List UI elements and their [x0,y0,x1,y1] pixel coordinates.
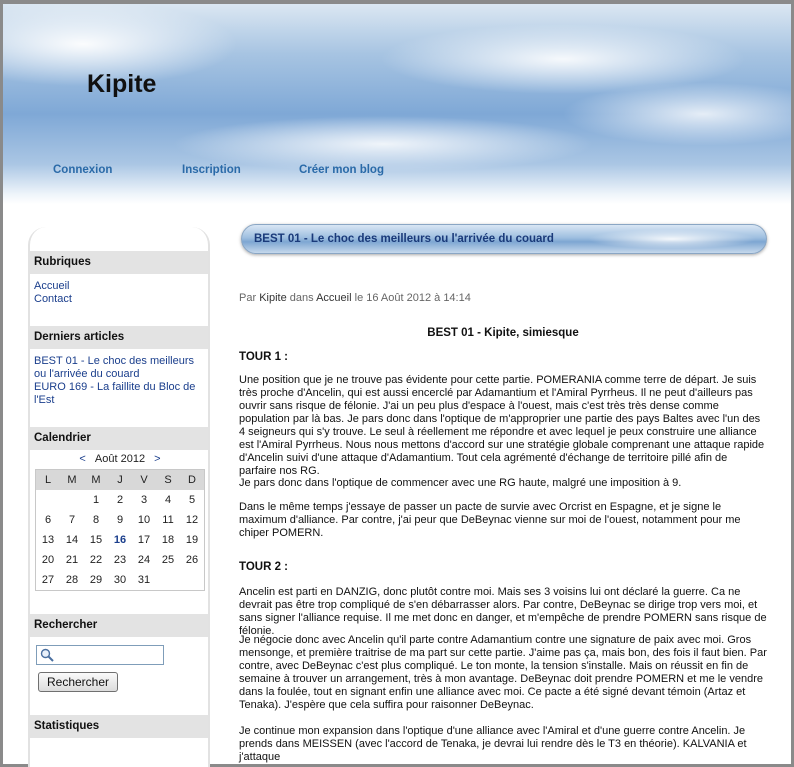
calendar-day[interactable]: 27 [41,574,55,586]
search-button[interactable]: Rechercher [38,672,118,692]
calendar-day[interactable]: 16 [113,534,127,546]
calendar-empty-cell [60,490,84,510]
calendar-day[interactable]: 24 [137,554,151,566]
calendar-day[interactable]: 2 [116,494,124,506]
calendar-heading: Calendrier [30,427,208,450]
calendar-day[interactable]: 4 [164,494,172,506]
calendar-day[interactable]: 8 [92,514,100,526]
calendar-prev-button[interactable]: < [79,453,86,465]
post-meta [239,292,779,304]
calendar-day[interactable]: 13 [41,534,55,546]
paragraph-5: Je négocie donc avec Ancelin qu'il parte contre Adamantium contre une signature de paix avec moi. Gros mensonge, et première traitrise de ma part sur cette partie. J'aime pas ça, mais bon, des fois il faut bien. Par contre, avec DeBeynac c'est plus compliqué. Le ton monte, la tension s'installe. Mais on réussit en fin de semaine à trouver un arrangement, très à mon avantage. DeBeynac doit prendre POMERN et me le vendre dans la foulée, tout en signant enfin une alliance avec moi. Ce pacte a été signé devant témoin (Artaz et Tenaka). J'espère que cela suffira pour raisonner DeBeynac. [239,634,767,711]
calendar-weekday: M [91,474,101,486]
calendar-day[interactable]: 1 [92,494,100,506]
calendar-day[interactable]: 15 [89,534,103,546]
calendar-empty-cell [180,570,204,590]
nav-creer-blog[interactable]: Créer mon blog [299,164,384,176]
calendar-day[interactable]: 29 [89,574,103,586]
calendar-day[interactable]: 7 [68,514,76,526]
sidebar-link-accueil[interactable]: Accueil [34,280,70,292]
calendar-day[interactable]: 18 [161,534,175,546]
calendar-weekday: J [117,474,123,486]
paragraph-4: Ancelin est parti en DANZIG, donc plutôt contre moi. Mais ses 3 voisins lui ont déclaré la guerre. Ca ne devrait pas être trop compliqué de s'en débarrasser alors. Par contre, DeBeynac se dirige trop vers moi, et sans signer l'alliance requise. Il me met donc en danger, et m'empêche de prendre POMERN sans risque de félonie. [239,586,767,637]
nav-connexion[interactable]: Connexion [53,164,113,176]
calendar-day[interactable]: 22 [89,554,103,566]
calendar-day[interactable]: 6 [44,514,52,526]
header-banner [3,4,791,204]
calendar-day[interactable]: 26 [185,554,199,566]
calendar-empty-cell [156,570,180,590]
calendar-week [36,570,204,590]
meta-author-link[interactable]: Kipite [259,292,287,304]
top-nav [3,164,791,184]
calendar-day[interactable]: 5 [188,494,196,506]
calendar-day[interactable]: 23 [113,554,127,566]
search-heading: Rechercher [30,614,208,637]
paragraph-3: Dans le même temps j'essaye de passer un pacte de survie avec Orcrist en Espagne, et je signe le maximum d'alliance. Par contre, j'ai peur que DeBeynac vienne sur moi de l'ouest, notamment pour me chiper POMERN. [239,501,741,539]
calendar-week [36,550,204,570]
calendar-weekday: V [140,474,148,486]
calendar-empty-cell [36,490,60,510]
post-title-banner [241,224,767,254]
nav-inscription[interactable]: Inscription [182,164,241,176]
search-field[interactable] [36,645,164,665]
calendar-day[interactable]: 17 [137,534,151,546]
paragraph-1: Une position que je ne trouve pas évidente pour cette partie. POMERANIA comme terre de départ. Je suis très proche d'Ancelin, qui est aussi encerclé par Adamantium et l'Amiral Pyrrheus. Il ne peut d'ailleurs pas ouvrir sans risque de félonie. J'ai un peu plus d'espace à l'ouest, mais c'est très très dense comme population par là bas. Je pars donc dans l'optique de m'approprier une partie des pays Baltes avec l'un des 4 seigneurs qui s'y trouve. Le seul à réellement me répondre et avec lequel je peux construire une alliance est l'Amiral Pyrrheus. Nous nous mettons d'accord sur une stratégie globale comprenant une attaque rapide d'Ancelin suivi d'une attaque d'Adamantium. Tout cela agrémenté d'échange de territoire pillé afin de parfaire nos RG. [239,374,765,477]
calendar-day[interactable]: 31 [137,574,151,586]
meta-in: dans [289,292,314,304]
tour1-heading: TOUR 1 : [239,351,288,363]
post-title-link[interactable]: BEST 01 - Le choc des meilleurs ou l'arrivée du couard [254,233,554,245]
calendar-day[interactable]: 11 [162,514,174,526]
search-icon [40,648,54,662]
calendar-next-button[interactable]: > [154,453,161,465]
calendar-week [36,530,204,550]
search-input[interactable] [55,647,161,663]
calendar-weekdays [36,470,204,490]
paragraph-6: Je continue mon expansion dans l'optique d'une alliance avec l'Amiral et d'une guerre contre Ancelin. Je prends dans MEISSEN (avec l'accord de Tenaka, je devrai lui rendre dès le T3 en théorie). KALVANIA et j'attaque [239,725,747,763]
calendar-day[interactable]: 9 [116,514,124,526]
calendar-day[interactable]: 20 [41,554,55,566]
calendar-day[interactable]: 12 [185,514,199,526]
calendar-weekday: D [188,474,196,486]
calendar-grid [35,469,205,591]
paragraph-2: Je pars donc dans l'optique de commencer avec une RG haute, malgré une imposition à 9. [239,477,682,489]
page [3,4,791,764]
calendar-day[interactable]: 21 [65,554,79,566]
calendar-day[interactable]: 19 [185,534,199,546]
article-link-best01[interactable]: BEST 01 - Le choc des meilleurs ou l'arrivée du couard [34,355,194,380]
sidebar-link-contact[interactable]: Contact [34,293,72,305]
meta-prefix: Par [239,292,257,304]
meta-date: le 16 Août 2012 à 14:14 [354,292,471,304]
articles-heading: Derniers articles [30,326,208,349]
calendar-weekday: L [44,474,52,486]
stats-heading: Statistiques [30,715,208,738]
post-heading: BEST 01 - Kipite, simiesque [427,327,579,339]
calendar-day[interactable]: 3 [140,494,148,506]
calendar-month: Août 2012 [94,453,146,465]
calendar-nav [35,453,205,469]
calendar-week [36,490,204,510]
sidebar [28,227,210,767]
calendar-day[interactable]: 10 [137,514,151,526]
calendar-days [36,490,204,590]
calendar-day[interactable]: 25 [161,554,175,566]
rubriques-heading: Rubriques [30,251,208,274]
tour2-heading: TOUR 2 : [239,561,288,573]
calendar-weekday: S [164,474,172,486]
calendar-day[interactable]: 30 [113,574,127,586]
meta-category-link[interactable]: Accueil [316,292,352,304]
calendar-weekday: M [67,474,77,486]
calendar-week [36,510,204,530]
calendar-day[interactable]: 28 [65,574,79,586]
article-link-euro169[interactable]: EURO 169 - La faillite du Bloc de l'Est [34,381,196,406]
site-title: Kipite [87,70,157,98]
calendar-day[interactable]: 14 [65,534,79,546]
